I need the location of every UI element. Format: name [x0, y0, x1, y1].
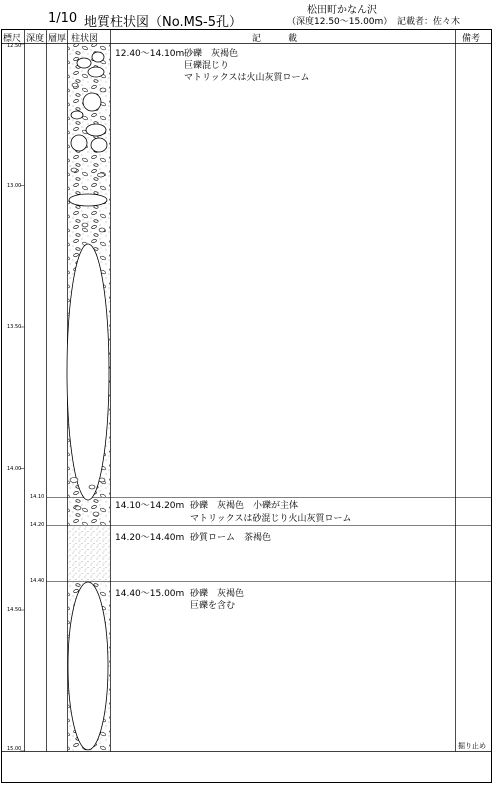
scale-label-1250: 12.50	[7, 43, 22, 49]
header-description: 記 載	[252, 34, 298, 44]
layer-1-range: 12.40～14.10m	[115, 49, 185, 59]
depth-label-1420: 14.20	[30, 522, 45, 528]
header-remarks: 備考	[462, 34, 481, 44]
layer-1-line-3: マトリックスは火山灰質ローム	[184, 73, 310, 83]
header-depth: 深度	[26, 34, 45, 44]
header-thickness: 層厚	[48, 34, 67, 44]
scale-label: 1/10	[48, 11, 78, 26]
header-column: 柱状図	[71, 34, 99, 44]
depth-label-1440: 14.40	[30, 578, 45, 584]
layer-2-line-2: マトリックスは砂混じり火山灰質ローム	[190, 514, 352, 524]
scale-label-1450: 14.50	[7, 607, 22, 613]
recorder-label: 記載者：佐々木	[397, 17, 461, 27]
layer-1-line-1: 砂礫 灰褐色	[184, 49, 239, 59]
location-label: 松田町かなん沢	[307, 5, 377, 16]
scale-label-1400: 14.00	[7, 466, 22, 472]
remarks-end: 掘り止め	[458, 742, 486, 750]
scale-label-1300: 13.00	[7, 183, 22, 189]
depth-label-1410: 14.10	[30, 494, 45, 500]
layer-2-line-1: 砂礫 灰褐色 小礫が主体	[190, 501, 299, 511]
layer-3-line-1: 砂質ローム 茶褐色	[190, 533, 272, 543]
scale-label-1350: 13.50	[7, 324, 22, 330]
layer-2-range: 14.10～14.20m	[115, 501, 185, 511]
layer-4-range: 14.40～15.00m	[115, 589, 185, 599]
depth-range-label: （深度12.50～15.00m）	[287, 17, 393, 27]
header-elevation: 標尺	[3, 34, 22, 44]
scale-label-1500: 15.00	[7, 746, 22, 752]
layer-3-range: 14.20～14.40m	[115, 533, 185, 543]
layer-4-line-2: 巨礫を含む	[190, 601, 236, 611]
layer-4-line-1: 砂礫 灰褐色	[190, 589, 245, 599]
page-title: 地質柱状図（No.MS-5孔）	[84, 15, 243, 30]
layer-1-line-2: 巨礫混じり	[184, 61, 230, 71]
